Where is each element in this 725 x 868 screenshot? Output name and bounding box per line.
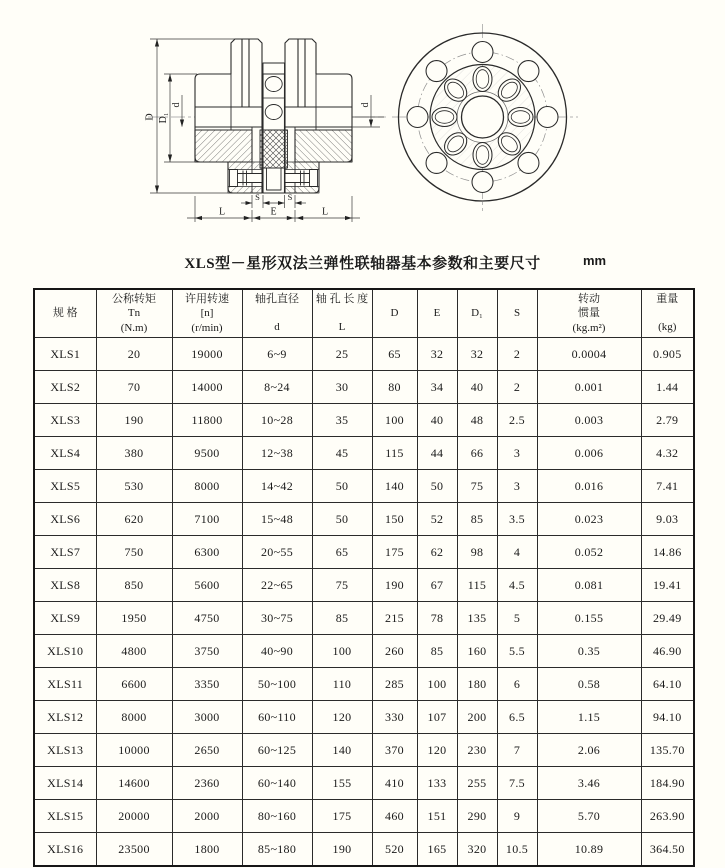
table-row bbox=[34, 602, 694, 635]
table-cell: XLS2 bbox=[34, 371, 96, 404]
spec-table-header-row bbox=[34, 289, 694, 338]
title-row bbox=[0, 252, 725, 276]
table-cell: 9.03 bbox=[641, 503, 694, 536]
table-cell: 15~48 bbox=[242, 503, 312, 536]
table-cell: 0.0004 bbox=[537, 338, 641, 371]
table-cell: 0.016 bbox=[537, 470, 641, 503]
table-cell: 530 bbox=[96, 470, 172, 503]
table-cell: 40~90 bbox=[242, 635, 312, 668]
dim-label-D1: D₁ bbox=[158, 112, 169, 124]
table-cell: 7 bbox=[497, 734, 537, 767]
table-row bbox=[34, 338, 694, 371]
table-cell: 40 bbox=[417, 404, 457, 437]
table-cell: 151 bbox=[417, 800, 457, 833]
table-cell: 50 bbox=[312, 470, 372, 503]
table-cell: 45 bbox=[312, 437, 372, 470]
section-view bbox=[148, 39, 386, 193]
column-header-weight: 重量 (kg) bbox=[641, 289, 694, 338]
table-cell: 19.41 bbox=[641, 569, 694, 602]
table-cell: 0.155 bbox=[537, 602, 641, 635]
table-cell: 23500 bbox=[96, 833, 172, 867]
table-cell: 4750 bbox=[172, 602, 242, 635]
table-cell: XLS10 bbox=[34, 635, 96, 668]
table-cell: 22~65 bbox=[242, 569, 312, 602]
table-cell: 10000 bbox=[96, 734, 172, 767]
table-cell: 3 bbox=[497, 437, 537, 470]
table-cell: 35 bbox=[312, 404, 372, 437]
table-cell: 3.5 bbox=[497, 503, 537, 536]
table-cell: 30~75 bbox=[242, 602, 312, 635]
table-cell: 6~9 bbox=[242, 338, 312, 371]
table-cell: 140 bbox=[372, 470, 417, 503]
table-row bbox=[34, 668, 694, 701]
table-cell: 20~55 bbox=[242, 536, 312, 569]
table-cell: 290 bbox=[457, 800, 497, 833]
table-cell: 135 bbox=[457, 602, 497, 635]
table-cell: 98 bbox=[457, 536, 497, 569]
table-cell: 8000 bbox=[96, 701, 172, 734]
dim-label-S-right: S bbox=[287, 192, 293, 202]
table-cell: 180 bbox=[457, 668, 497, 701]
table-cell: 0.081 bbox=[537, 569, 641, 602]
table-cell: 0.052 bbox=[537, 536, 641, 569]
table-cell: 107 bbox=[417, 701, 457, 734]
table-cell: 32 bbox=[457, 338, 497, 371]
table-row bbox=[34, 569, 694, 602]
dim-label-d-right: d bbox=[360, 102, 371, 108]
table-cell: 135.70 bbox=[641, 734, 694, 767]
table-cell: 67 bbox=[417, 569, 457, 602]
table-row bbox=[34, 503, 694, 536]
table-cell: 9 bbox=[497, 800, 537, 833]
table-cell: 65 bbox=[372, 338, 417, 371]
dim-label-d-left: d bbox=[171, 102, 182, 108]
table-cell: 75 bbox=[312, 569, 372, 602]
table-row bbox=[34, 536, 694, 569]
table-cell: 380 bbox=[96, 437, 172, 470]
table-cell: 66 bbox=[457, 437, 497, 470]
table-row bbox=[34, 800, 694, 833]
table-cell: 410 bbox=[372, 767, 417, 800]
table-cell: 70 bbox=[96, 371, 172, 404]
table-cell: XLS11 bbox=[34, 668, 96, 701]
table-cell: 370 bbox=[372, 734, 417, 767]
dim-label-E: E bbox=[270, 206, 277, 218]
page-title: XLS型－星形双法兰弹性联轴器基本参数和主要尺寸 bbox=[184, 256, 541, 272]
column-header-bore-d: 轴孔直径 d bbox=[242, 289, 312, 338]
table-cell: 1800 bbox=[172, 833, 242, 867]
table-cell: 85 bbox=[457, 503, 497, 536]
table-cell: 150 bbox=[372, 503, 417, 536]
table-cell: 40 bbox=[457, 371, 497, 404]
elastomer-spacer bbox=[260, 63, 288, 193]
table-cell: 190 bbox=[312, 833, 372, 867]
table-cell: 0.35 bbox=[537, 635, 641, 668]
table-cell: 850 bbox=[96, 569, 172, 602]
table-cell: 4800 bbox=[96, 635, 172, 668]
table-cell: 2.79 bbox=[641, 404, 694, 437]
table-row bbox=[34, 371, 694, 404]
table-cell: 44 bbox=[417, 437, 457, 470]
column-header-dim-E: E bbox=[417, 289, 457, 338]
table-cell: XLS1 bbox=[34, 338, 96, 371]
table-cell: 19000 bbox=[172, 338, 242, 371]
dim-label-L-left: L bbox=[218, 206, 226, 218]
table-row bbox=[34, 734, 694, 767]
table-cell: 7.5 bbox=[497, 767, 537, 800]
table-cell: 4 bbox=[497, 536, 537, 569]
table-cell: 85 bbox=[312, 602, 372, 635]
table-cell: XLS16 bbox=[34, 833, 96, 867]
table-cell: 14.86 bbox=[641, 536, 694, 569]
table-cell: 184.90 bbox=[641, 767, 694, 800]
table-cell: 175 bbox=[372, 536, 417, 569]
table-cell: 6 bbox=[497, 668, 537, 701]
table-cell: 10.89 bbox=[537, 833, 641, 867]
table-cell: 3350 bbox=[172, 668, 242, 701]
dim-label-L-right: L bbox=[321, 206, 329, 218]
table-cell: 9500 bbox=[172, 437, 242, 470]
table-cell: 60~140 bbox=[242, 767, 312, 800]
table-cell: 115 bbox=[372, 437, 417, 470]
table-cell: XLS13 bbox=[34, 734, 96, 767]
table-cell: 4.5 bbox=[497, 569, 537, 602]
table-cell: 5.70 bbox=[537, 800, 641, 833]
table-cell: 64.10 bbox=[641, 668, 694, 701]
table-cell: 10~28 bbox=[242, 404, 312, 437]
table-cell: 155 bbox=[312, 767, 372, 800]
table-cell: 46.90 bbox=[641, 635, 694, 668]
table-cell: 78 bbox=[417, 602, 457, 635]
column-header-speed: 许用转速 [n] (r/min) bbox=[172, 289, 242, 338]
table-cell: 620 bbox=[96, 503, 172, 536]
table-cell: 110 bbox=[312, 668, 372, 701]
table-cell: 3.46 bbox=[537, 767, 641, 800]
table-cell: 3000 bbox=[172, 701, 242, 734]
table-row bbox=[34, 437, 694, 470]
table-cell: 115 bbox=[457, 569, 497, 602]
table-cell: 32 bbox=[417, 338, 457, 371]
table-cell: 14600 bbox=[96, 767, 172, 800]
table-cell: 94.10 bbox=[641, 701, 694, 734]
table-cell: 0.006 bbox=[537, 437, 641, 470]
column-header-dim-D1: D₁ bbox=[457, 289, 497, 338]
column-header-bore-l: 轴 孔 长 度 L bbox=[312, 289, 372, 338]
table-cell: 2360 bbox=[172, 767, 242, 800]
table-cell: 330 bbox=[372, 701, 417, 734]
table-cell: 3 bbox=[497, 470, 537, 503]
table-cell: 2.06 bbox=[537, 734, 641, 767]
table-row bbox=[34, 833, 694, 867]
table-cell: XLS3 bbox=[34, 404, 96, 437]
table-cell: XLS9 bbox=[34, 602, 96, 635]
table-cell: 100 bbox=[417, 668, 457, 701]
table-cell: 4.32 bbox=[641, 437, 694, 470]
table-cell: 0.001 bbox=[537, 371, 641, 404]
table-cell: 85 bbox=[417, 635, 457, 668]
bore-circle bbox=[462, 96, 504, 138]
table-cell: 8000 bbox=[172, 470, 242, 503]
table-cell: 48 bbox=[457, 404, 497, 437]
table-row bbox=[34, 470, 694, 503]
table-cell: 12~38 bbox=[242, 437, 312, 470]
table-cell: 2 bbox=[497, 338, 537, 371]
coupling-drawing bbox=[0, 0, 725, 248]
table-cell: 65 bbox=[312, 536, 372, 569]
table-cell: XLS8 bbox=[34, 569, 96, 602]
table-cell: 120 bbox=[417, 734, 457, 767]
table-cell: 60~110 bbox=[242, 701, 312, 734]
front-view bbox=[392, 24, 578, 211]
table-cell: 750 bbox=[96, 536, 172, 569]
table-row bbox=[34, 635, 694, 668]
table-cell: 75 bbox=[457, 470, 497, 503]
table-cell: 200 bbox=[457, 701, 497, 734]
column-header-dim-D: D bbox=[372, 289, 417, 338]
table-cell: 29.49 bbox=[641, 602, 694, 635]
table-cell: 460 bbox=[372, 800, 417, 833]
table-cell: 8~24 bbox=[242, 371, 312, 404]
table-cell: 364.50 bbox=[641, 833, 694, 867]
table-cell: 50~100 bbox=[242, 668, 312, 701]
table-cell: 255 bbox=[457, 767, 497, 800]
table-cell: 263.90 bbox=[641, 800, 694, 833]
table-cell: XLS14 bbox=[34, 767, 96, 800]
table-cell: 160 bbox=[457, 635, 497, 668]
dim-label-S-left: S bbox=[255, 192, 260, 202]
table-cell: 230 bbox=[457, 734, 497, 767]
table-cell: 0.023 bbox=[537, 503, 641, 536]
table-cell: 133 bbox=[417, 767, 457, 800]
spec-table bbox=[33, 288, 695, 867]
table-cell: 62 bbox=[417, 536, 457, 569]
table-cell: 2 bbox=[497, 371, 537, 404]
table-cell: 140 bbox=[312, 734, 372, 767]
table-cell: 2000 bbox=[172, 800, 242, 833]
table-cell: 2.5 bbox=[497, 404, 537, 437]
table-cell: 1950 bbox=[96, 602, 172, 635]
table-cell: XLS7 bbox=[34, 536, 96, 569]
table-cell: XLS6 bbox=[34, 503, 96, 536]
table-cell: 5600 bbox=[172, 569, 242, 602]
table-cell: 10.5 bbox=[497, 833, 537, 867]
table-row bbox=[34, 701, 694, 734]
coupling-half bbox=[285, 39, 352, 193]
table-row bbox=[34, 767, 694, 800]
table-cell: 1.15 bbox=[537, 701, 641, 734]
table-cell: 20 bbox=[96, 338, 172, 371]
table-cell: XLS5 bbox=[34, 470, 96, 503]
table-cell: 30 bbox=[312, 371, 372, 404]
table-cell: 6300 bbox=[172, 536, 242, 569]
table-cell: 52 bbox=[417, 503, 457, 536]
table-cell: 6600 bbox=[96, 668, 172, 701]
table-cell: XLS15 bbox=[34, 800, 96, 833]
table-cell: 100 bbox=[372, 404, 417, 437]
table-cell: 80~160 bbox=[242, 800, 312, 833]
table-cell: 190 bbox=[372, 569, 417, 602]
table-cell: 5 bbox=[497, 602, 537, 635]
column-header-torque: 公称转矩 Tn (N.m) bbox=[96, 289, 172, 338]
column-header-inertia: 转动 惯量 (kg.m²) bbox=[537, 289, 641, 338]
table-cell: XLS12 bbox=[34, 701, 96, 734]
table-cell: 520 bbox=[372, 833, 417, 867]
table-cell: 0.905 bbox=[641, 338, 694, 371]
table-cell: 120 bbox=[312, 701, 372, 734]
table-cell: 175 bbox=[312, 800, 372, 833]
table-cell: 260 bbox=[372, 635, 417, 668]
table-cell: 2650 bbox=[172, 734, 242, 767]
table-cell: 0.58 bbox=[537, 668, 641, 701]
table-cell: 5.5 bbox=[497, 635, 537, 668]
table-cell: 190 bbox=[96, 404, 172, 437]
table-cell: 7.41 bbox=[641, 470, 694, 503]
table-cell: 11800 bbox=[172, 404, 242, 437]
table-cell: 7100 bbox=[172, 503, 242, 536]
table-cell: 285 bbox=[372, 668, 417, 701]
table-cell: 60~125 bbox=[242, 734, 312, 767]
table-cell: 0.003 bbox=[537, 404, 641, 437]
coupling-half bbox=[195, 39, 262, 193]
table-cell: 215 bbox=[372, 602, 417, 635]
table-cell: 20000 bbox=[96, 800, 172, 833]
table-cell: 50 bbox=[312, 503, 372, 536]
table-cell: 100 bbox=[312, 635, 372, 668]
table-cell: 14~42 bbox=[242, 470, 312, 503]
table-cell: 34 bbox=[417, 371, 457, 404]
table-cell: 6.5 bbox=[497, 701, 537, 734]
column-header-dim-S: S bbox=[497, 289, 537, 338]
table-row bbox=[34, 404, 694, 437]
table-cell: 85~180 bbox=[242, 833, 312, 867]
table-cell: 320 bbox=[457, 833, 497, 867]
spec-table-body bbox=[34, 338, 694, 867]
table-cell: XLS4 bbox=[34, 437, 96, 470]
table-cell: 3750 bbox=[172, 635, 242, 668]
table-cell: 80 bbox=[372, 371, 417, 404]
table-cell: 1.44 bbox=[641, 371, 694, 404]
unit-label: mm bbox=[583, 253, 607, 268]
table-cell: 165 bbox=[417, 833, 457, 867]
column-header-spec: 规 格 bbox=[34, 289, 96, 338]
table-cell: 50 bbox=[417, 470, 457, 503]
table-cell: 14000 bbox=[172, 371, 242, 404]
dim-label-D: D bbox=[144, 113, 156, 121]
table-cell: 25 bbox=[312, 338, 372, 371]
